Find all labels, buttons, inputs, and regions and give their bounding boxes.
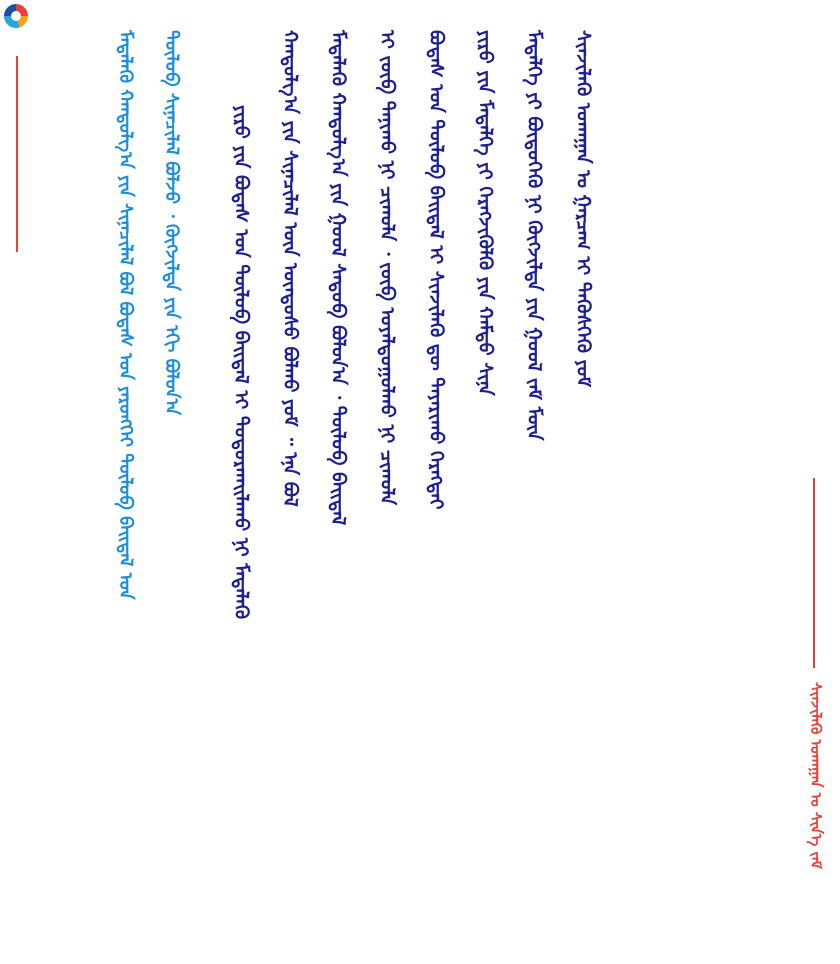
quote-line-1: ᠮᠡᠳᠡᠯᠡᠬᠦ ᠬᠠᠨᠳᠤᠯᠭ᠎ᠠ ᠶᠢᠨ ᠰᠢᠨᠡᠴᠢᠯᠡᠯ ᠪᠤᠯ ᠪᠣᠳᠠᠰ ᠤᠨ ᠶᠡᠷᠦᠩᠬᠡᠢ ᠲᠥᠯᠦᠪ ᠪᠠᠢᠳᠠᠯ ᠤᠨ [115,30,136,600]
logo-divider [16,56,18,252]
body-line-7: ᠮᠡᠳᠡᠯᠭᠡ ᠶᠢ ᠪᠦᠲᠦᠭᠡᠬᠦ ᠨᠢ ᠬᠥᠭᠵᠢᠯᠲᠡ ᠶᠢᠨ ᠭᠣᠣᠯ ᠵᠠᠮ ᠮᠥᠨ [523,30,545,441]
body-line-4: ᠢ ᠵᠥᠪ ᠲᠠᠨᠢᠬᠤ ᠨᠢ ᠴᠢᠬᠤᠯᠠ ᠂ ᠵᠥᠪ ᠤᠶᠠᠯᠳᠤᠭᠤᠯᠬᠤ ᠨᠢ ᠴᠢᠬᠤᠯᠠ [376,30,398,506]
side-title-divider [813,478,815,668]
body-line-8: ᠰᠢᠨᠵᠢᠯᠡᠬᠦ ᠤᠬᠠᠭᠠᠨ ᠤ ᠭᠠᠷᠴᠠᠭ ᠢ ᠲᠡᠭᠦᠰᠬᠡᠬᠦ ᠶᠤᠮ [572,30,594,388]
swirl-logo-icon [4,4,28,28]
side-title: ᠰᠢᠨᠵᠢᠯᠡᠬᠦ ᠤᠬᠠᠭᠠᠨ ᠤ ᠰᠢᠨ᠎ᠡ ᠵᠠᠮ [807,682,825,869]
body-line-2: ᠬᠠᠨᠳᠤᠯᠭ᠎ᠠ ᠶᠢᠨ ᠰᠢᠨᠡᠴᠢᠯᠡᠯ ᠦᠨ ᠦᠨᠳᠦᠰᠦ ᠪᠣᠯᠬᠤ ᠶᠤᠮ ᠃ ᠡᠨᠡ ᠪᠣᠯ [279,30,301,507]
body-line-1: ᠶᠢᠷᠦ ᠶᠢᠨ ᠪᠣᠳᠠᠰ ᠤᠨ ᠲᠥᠯᠦᠪ ᠪᠠᠢᠳᠠᠯ ᠢ ᠲᠣᠳᠤᠷᠬᠠᠢᠯᠠᠬᠤ ᠨᠢ ᠮᠡᠳᠡᠯᠡᠬᠦ [230,105,252,620]
body-line-3: ᠮᠡᠳᠡᠯᠡᠬᠦ ᠬᠠᠨᠳᠤᠯᠭ᠎ᠠ ᠶᠢᠨ ᠭᠣᠣᠯ ᠰᠡᠳᠦᠪ ᠪᠣᠯᠤᠨ᠎ᠠ ᠂ ᠲᠥᠯᠦᠪ ᠪᠠᠢᠳᠠᠯ [327,30,349,526]
quote-line-2: ᠲᠥᠯᠦᠪ ᠰᠢᠨᠡᠴᠢᠯᠡᠯ ᠪᠣᠯᠵᠤ ᠂ ᠬᠥᠭᠵᠢᠯᠲᠡ ᠶᠢᠨ ᠡᠬᠢ ᠪᠣᠯᠤᠨ᠎ᠠ [161,30,182,416]
body-line-6: ᠶᠢᠷᠦ ᠶᠢᠨ ᠮᠡᠳᠡᠯᠭᠡ ᠶᠢ ᠬᠡᠷᠡᠭᠵᠢᠭᠦᠯᠬᠦ ᠶᠢᠨ ᠬᠠᠮᠲᠤ ᠰᠢᠨᠡ [474,30,496,396]
body-line-5: ᠪᠣᠳᠠᠰ ᠤᠨ ᠲᠥᠯᠦᠪ ᠪᠠᠢᠳᠠᠯ ᠢ ᠰᠢᠨᠵᠢᠯᠡᠬᠦ ᠳᠦ ᠳᠠᠶᠠᠷᠢᠬᠤ ᠬᠡᠷᠡᠭᠲᠡᠢ [425,30,447,510]
